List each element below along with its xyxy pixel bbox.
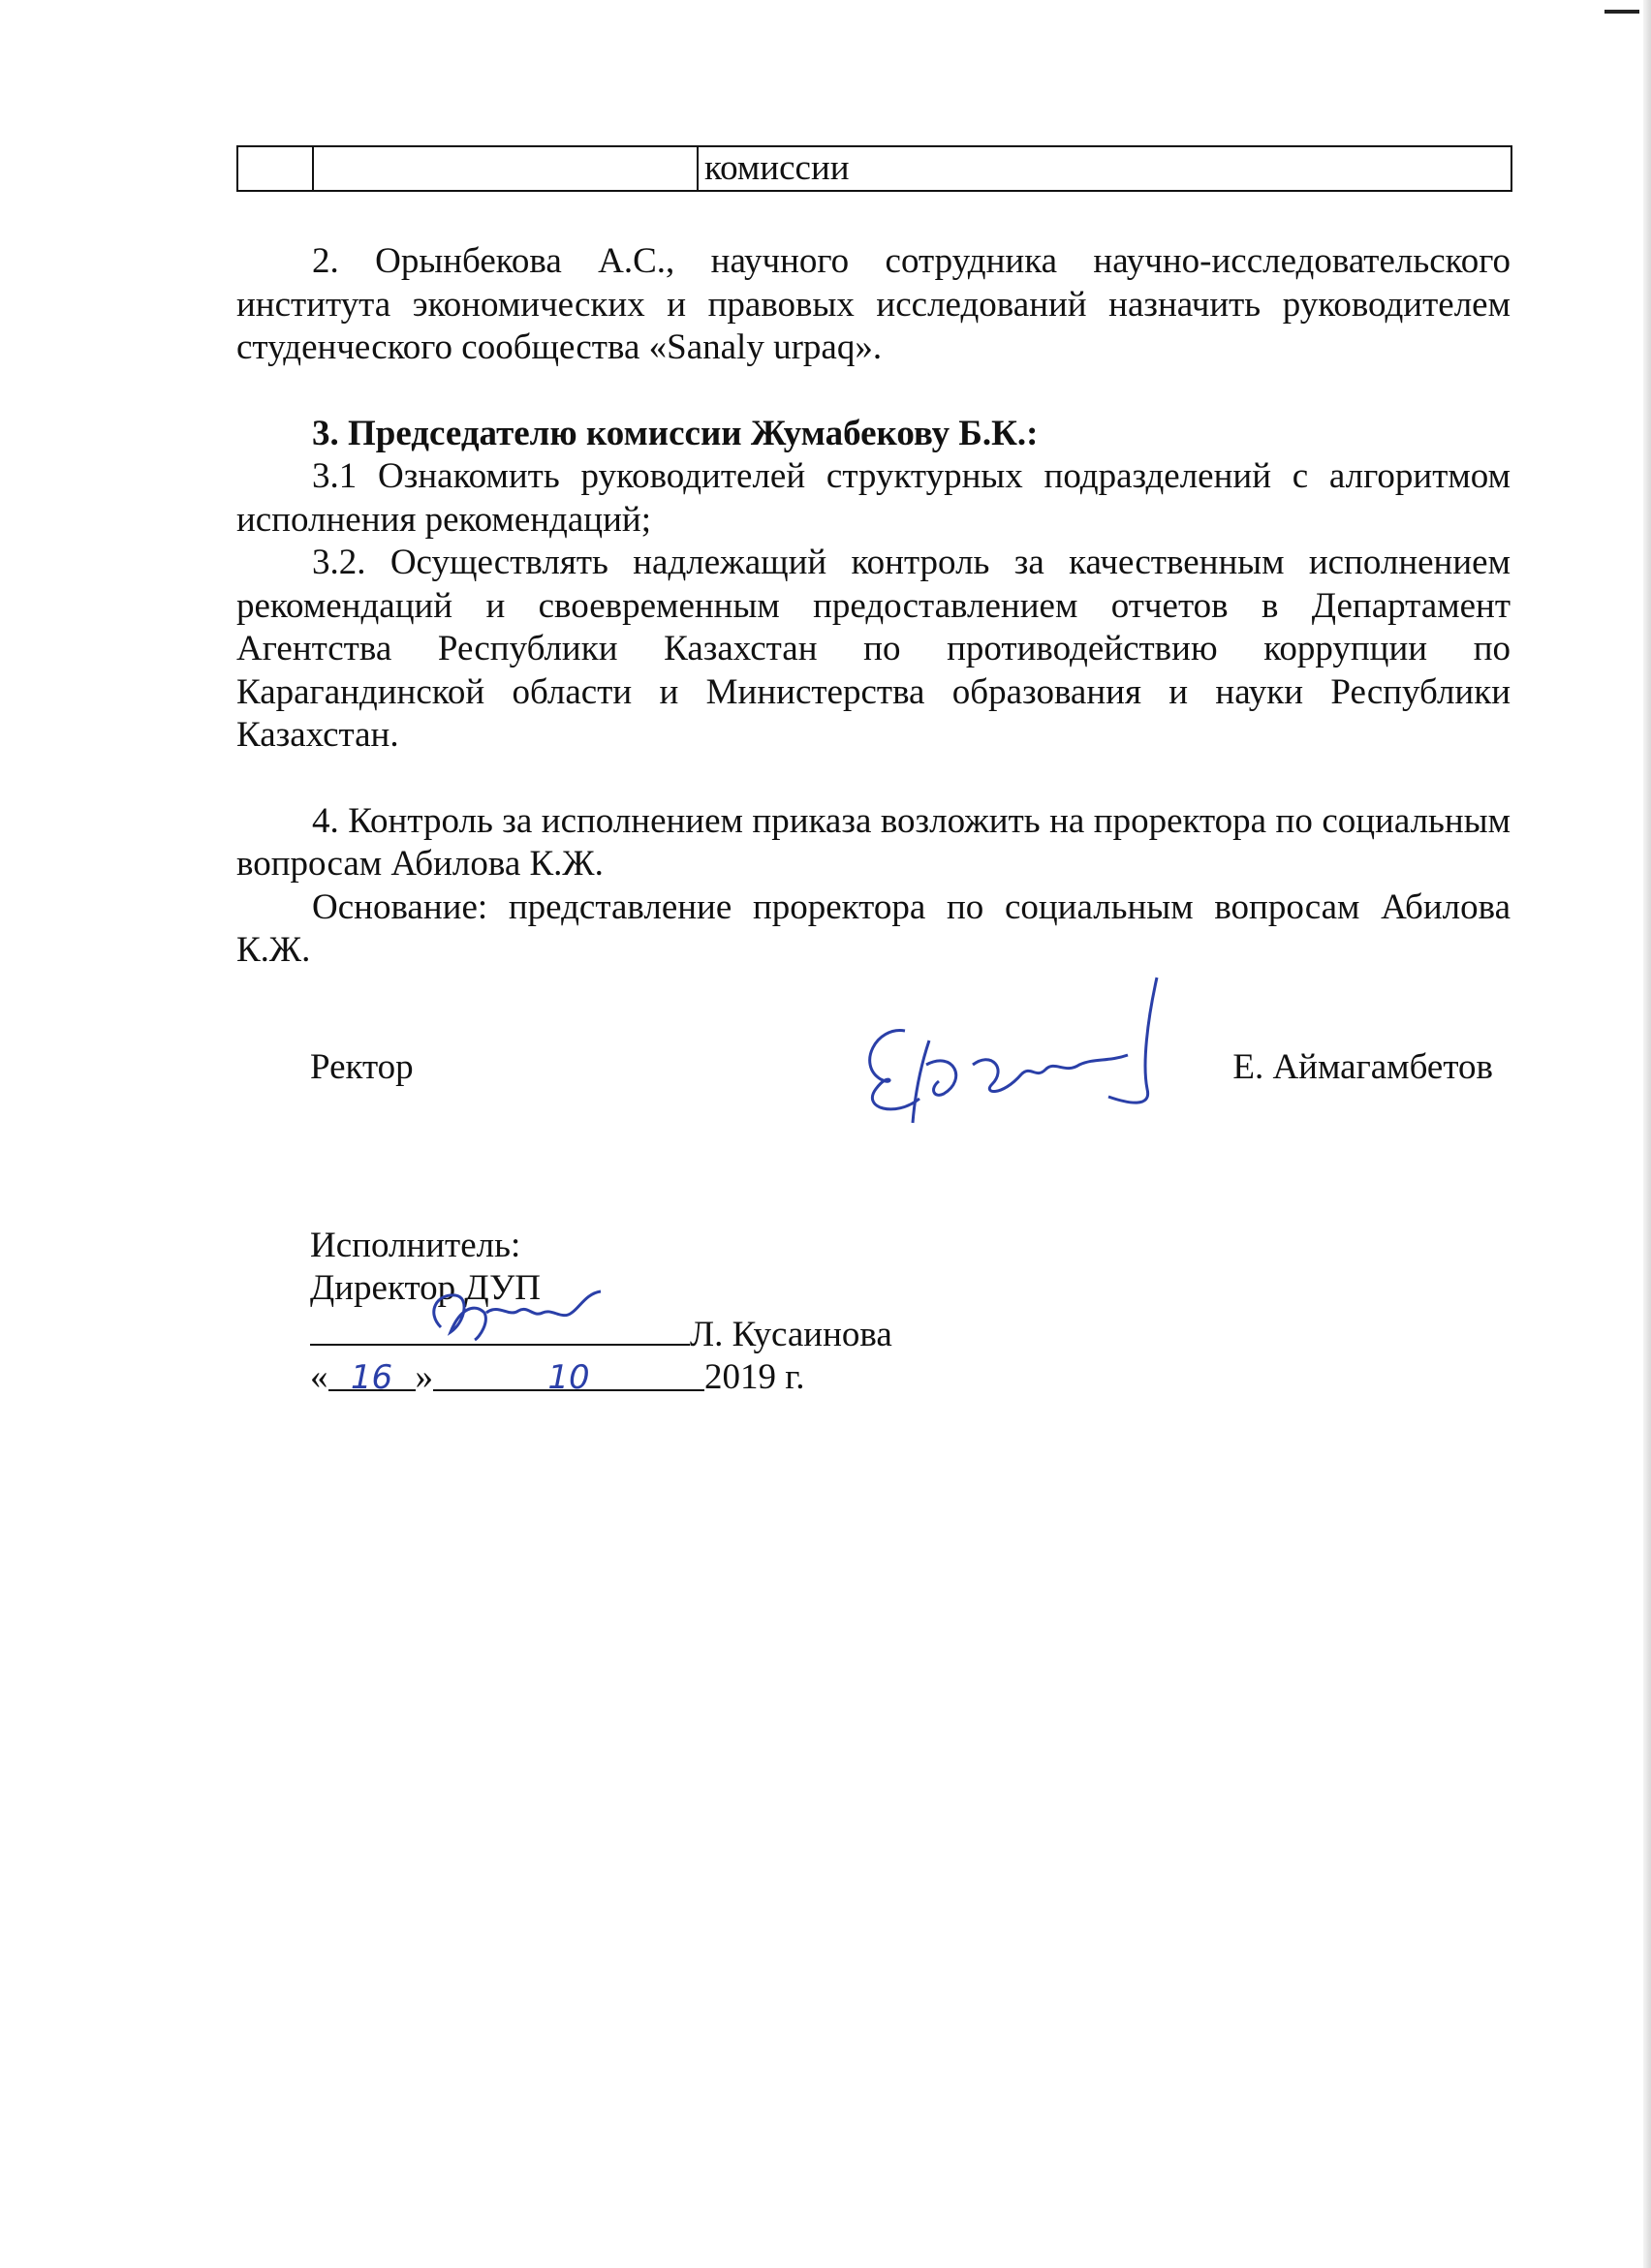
- document-page: [236, 145, 1511, 1400]
- executor-block: [310, 1225, 1511, 1400]
- date-year: 2019 г.: [704, 1357, 805, 1397]
- rector-name: Е. Аймагамбетов: [1232, 1046, 1493, 1087]
- date-open-quote: «: [310, 1357, 328, 1397]
- table-cell-role: комиссии: [698, 146, 1511, 191]
- paragraph-3-heading: 3. Председателю комиссии Жумабекову Б.К.:: [312, 413, 1039, 453]
- paragraph-2: 2. Орынбекова А.С., научного сотрудника научно-исследовательского института экономических и правовых исследований назначить руководителем студенческого сообщества «Sanaly urpaq».: [236, 241, 1511, 367]
- table-row: [237, 146, 1511, 191]
- continued-table: [236, 145, 1512, 192]
- executor-position: Директор ДУП: [310, 1268, 541, 1308]
- basis-paragraph: Основание: представление проректора по социальным вопросам Абилова К.Ж.: [236, 886, 1511, 970]
- paragraph-4: 4. Контроль за исполнением приказа возложить на проректора по социальным вопросам Абилова К.Ж.: [236, 800, 1511, 884]
- paragraph-3-2: 3.2. Осуществлять надлежащий контроль за качественным исполнением рекомендаций и своевременным предоставлением отчетов в Департамент Агентства Республики Казахстан по противодействию коррупции по Карагандинской области и Министерства образования и науки Республики Казахстан.: [236, 543, 1511, 755]
- executor-signature-line: [310, 1311, 690, 1346]
- table-cell-name: [313, 146, 698, 191]
- table-cell-number: [237, 146, 313, 191]
- scan-mark: [1604, 10, 1639, 14]
- executor-sign-line-row: [310, 1311, 1511, 1357]
- date-day-line: [328, 1356, 416, 1397]
- scan-edge: [1643, 0, 1651, 2268]
- executor-date-row: [310, 1356, 1511, 1400]
- executor-signature-icon: [417, 1284, 630, 1344]
- date-day: 16: [350, 1358, 393, 1397]
- rector-signature-block: [236, 973, 1511, 1118]
- date-month-line: [433, 1356, 704, 1397]
- executor-name: Л. Кусаинова: [690, 1314, 892, 1354]
- executor-label: Исполнитель:: [310, 1225, 521, 1265]
- paragraph-3-1: 3.1 Ознакомить руководителей структурных подразделений с алгоритмом исполнения рекомендаций;: [236, 456, 1511, 540]
- rector-signature-icon: [837, 973, 1205, 1128]
- rector-label: Ректор: [310, 1046, 414, 1087]
- date-close-quote: »: [415, 1357, 433, 1397]
- date-month: 10: [547, 1358, 590, 1397]
